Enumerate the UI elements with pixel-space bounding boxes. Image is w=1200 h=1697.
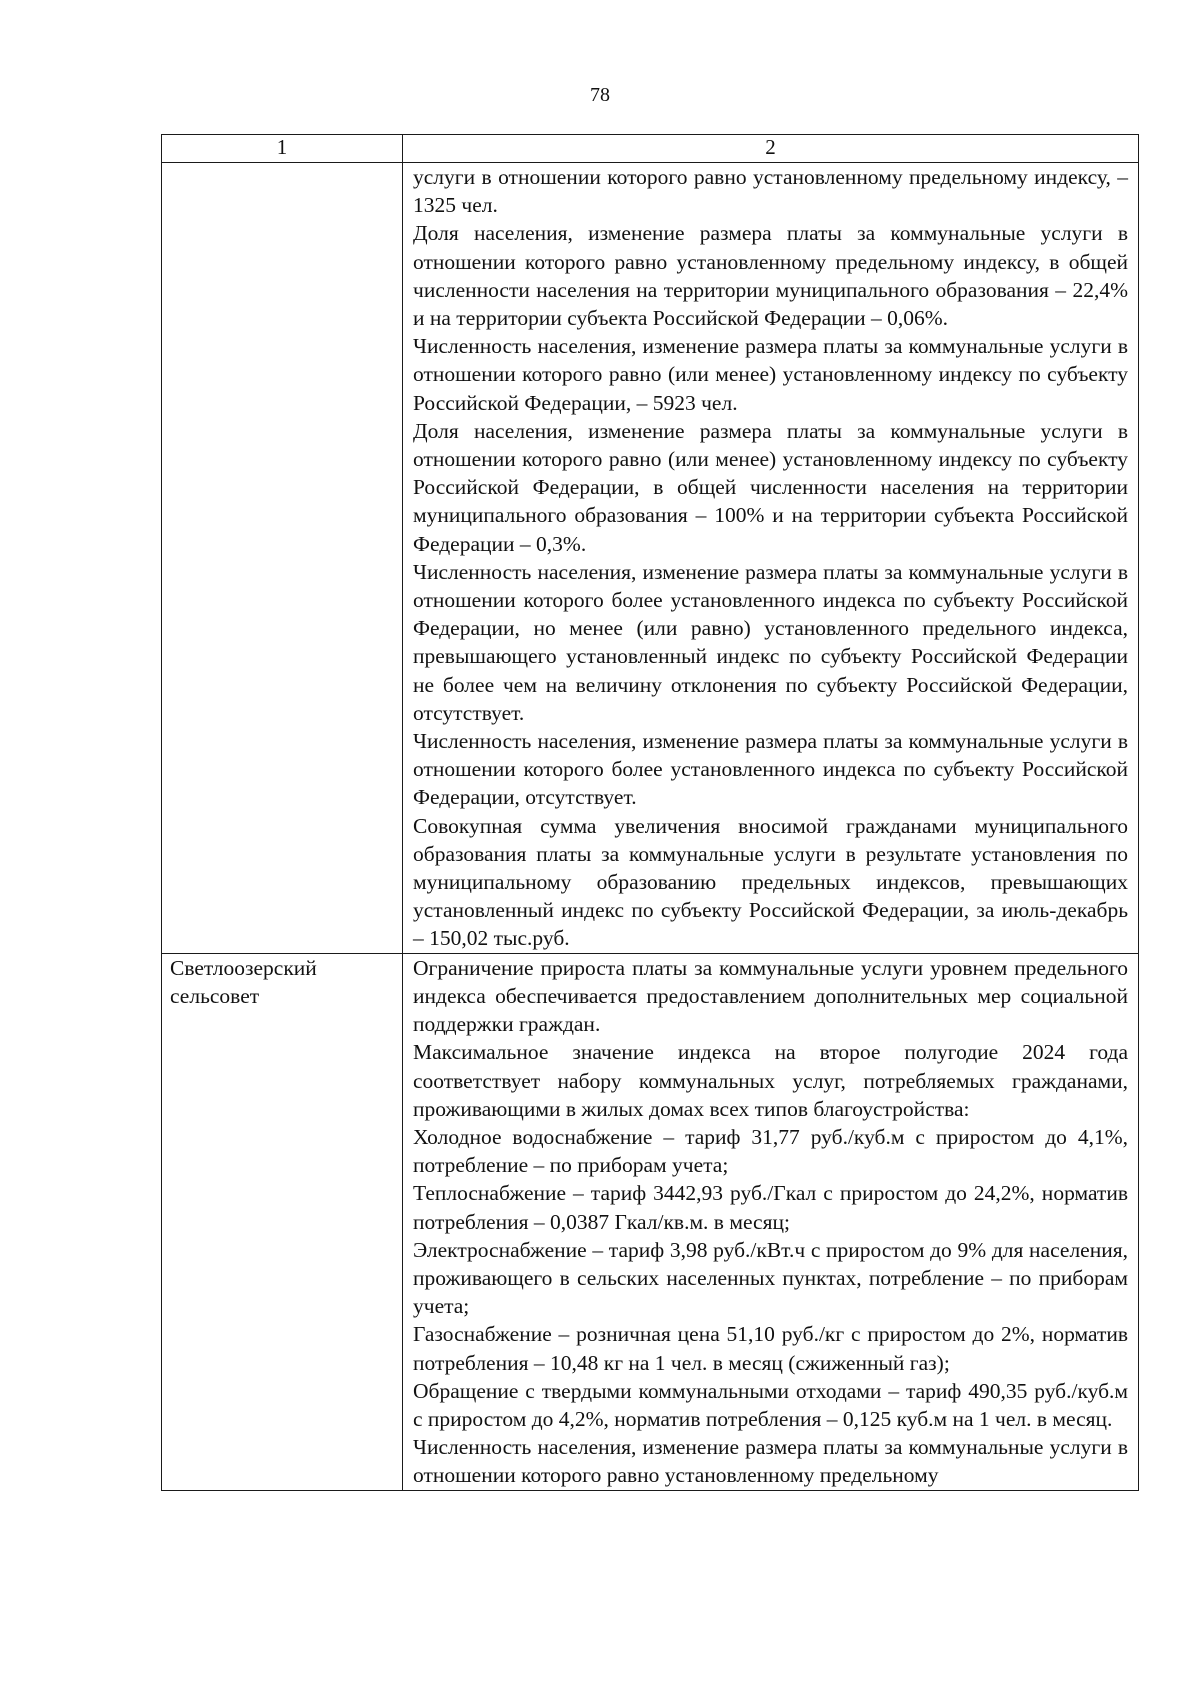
page-number: 78: [590, 84, 610, 106]
column-header-2: 2: [403, 135, 1139, 163]
description-paragraph: Ограничение прироста платы за коммунальные услуги уровнем предельного индекса обеспечивается предоставлением дополнительных мер социальной поддержки граждан.: [413, 955, 1128, 1037]
description-paragraph: Доля населения, изменение размера платы за коммунальные услуги в отношении которого равно установленному предельному индексу, в общей численности населения на территории муниципального образования – 22,4% и на территории субъекта Российской Федерации – 0,06%.: [413, 221, 1128, 331]
description-paragraph: Холодное водоснабжение – тариф 31,77 руб./куб.м с приростом до 4,1%, потребление – по приборам учета;: [413, 1124, 1128, 1178]
municipality-name-line: сельсовет: [170, 983, 260, 1008]
description-paragraph: услуги в отношении которого равно установленному предельному индексу, – 1325 чел.: [413, 165, 1128, 218]
description-paragraph: Численность населения, изменение размера платы за коммунальные услуги в отношении которого более установленного индекса по субъекту Российской Федерации, но менее (или равно) установленного предельного индекса, превышающего установленный индекс по субъекту Российской Федерации не более чем на величину отклонения по субъекту Российской Федерации, отсутствует.: [413, 559, 1128, 725]
description-cell: [403, 163, 1139, 954]
municipality-name-cell: [162, 953, 403, 1490]
description-paragraph: Численность населения, изменение размера платы за коммунальные услуги в отношении которого равно (или менее) установленному индексу по субъекту Российской Федерации, – 5923 чел.: [413, 334, 1128, 415]
description-paragraph: Численность населения, изменение размера платы за коммунальные услуги в отношении которого более установленного индекса по субъекту Российской Федерации, отсутствует.: [413, 729, 1128, 810]
description-paragraph: Теплоснабжение – тариф 3442,93 руб./Гкал с приростом до 24,2%, норматив потребления – 0,0387 Гкал/кв.м. в месяц;: [413, 1181, 1128, 1234]
table-body: [162, 163, 1139, 1491]
table-header-row: [162, 135, 1139, 163]
municipality-name-line: Светлоозерский: [170, 955, 317, 980]
table-row: [162, 163, 1139, 954]
description-paragraph: Доля населения, изменение размера платы за коммунальные услуги в отношении которого равно (или менее) установленному индексу по субъекту Российской Федерации, в общей численности населения на территории муниципального образования – 100% и на территории субъекта Российской Федерации – 0,3%.: [413, 418, 1128, 556]
description-paragraph: Максимальное значение индекса на второе полугодие 2024 года соответствует набору коммунальных услуг, потребляемых гражданами, проживающими в жилых домах всех типов благоустройства:: [413, 1040, 1128, 1121]
column-header-1: 1: [162, 135, 403, 163]
municipality-name-cell: [162, 163, 403, 954]
description-paragraph: Численность населения, изменение размера платы за коммунальные услуги в отношении которого равно установленному предельному: [413, 1435, 1128, 1488]
description-paragraph: Газоснабжение – розничная цена 51,10 руб./кг с приростом до 2%, норматив потребления – 10,48 кг на 1 чел. в месяц (сжиженный газ);: [413, 1322, 1128, 1375]
description-paragraph: Электроснабжение – тариф 3,98 руб./кВт.ч с приростом до 9% для населения, проживающего в сельских населенных пунктах, потребление – по приборам учета;: [413, 1237, 1128, 1319]
data-table: [161, 134, 1139, 1491]
description-paragraph: Совокупная сумма увеличения вносимой гражданами муниципального образования платы за коммунальные услуги в результате установления по муниципальному образованию предельных индексов, превышающих установленный индекс по субъекту Российской Федерации, за июль-декабрь – 150,02 тыс.руб.: [413, 813, 1128, 951]
table-row: [162, 953, 1139, 1490]
description-paragraph: Обращение с твердыми коммунальными отходами – тариф 490,35 руб./куб.м с приростом до 4,2%, норматив потребления – 0,125 куб.м на 1 чел. в месяц.: [413, 1378, 1128, 1431]
description-cell: [403, 953, 1139, 1490]
